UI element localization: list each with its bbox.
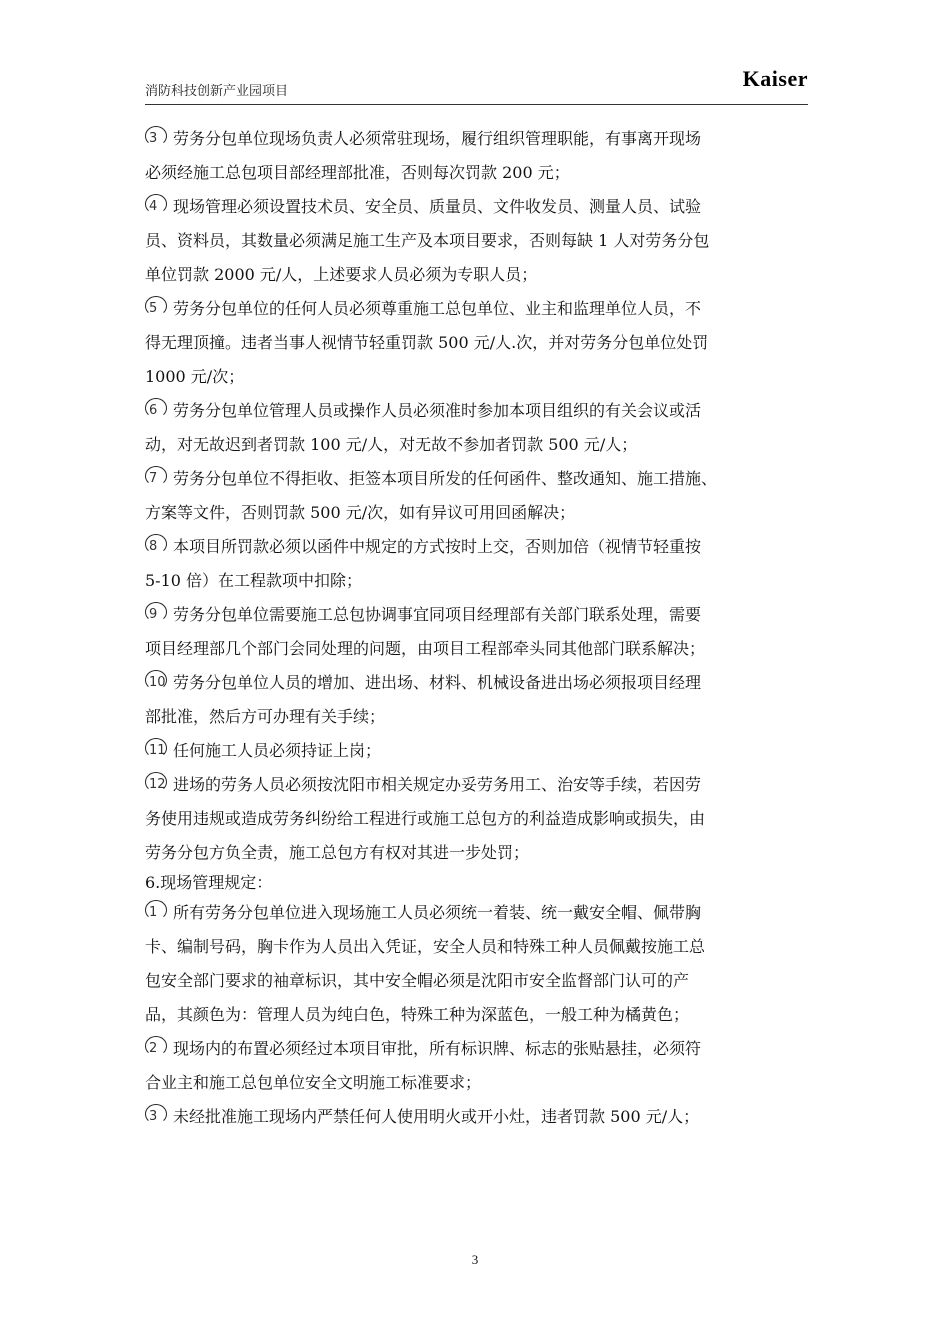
item-text-line: 单位罚款 2000 元/人，上述要求人员必须为专职人员； [145,265,538,284]
list-item [145,394,810,462]
item-text-line: 方案等文件，否则罚款 500 元/次，如有异议可用回函解决； [145,503,576,522]
list-item [145,896,810,1032]
list-item [145,530,810,598]
item-text-line: 劳务分包方负全责，施工总包方有权对其进一步处罚； [145,843,530,862]
item-text-line: 所有劳务分包单位进入现场施工人员必须统一着装、统一戴安全帽、佩带胸 [173,903,702,922]
circled-number-icon [145,602,169,624]
list-item [145,122,810,190]
item-number: 12 [149,777,166,792]
item-number: 3 [149,1109,158,1124]
list-item [145,598,810,666]
list-item [145,734,810,768]
item-text-line: 合业主和施工总包单位安全文明施工标准要求； [145,1073,482,1092]
list-item [145,666,810,734]
circled-number-icon [145,194,169,216]
page-number: 3 [471,1252,479,1267]
item-text-line: 得无理顶撞。违者当事人视情节轻重罚款 500 元/人.次，并对劳务分包单位处罚 [145,333,709,352]
item-text-line: 卡、编制号码，胸卡作为人员出入凭证，安全人员和特殊工种人员佩戴按施工总 [145,937,706,956]
item-number: 2 [149,1041,158,1056]
item-number: 9 [149,607,158,622]
item-number: 6 [149,403,158,418]
item-number: 7 [149,471,158,486]
item-number: 10 [149,675,166,690]
item-text-line: 劳务分包单位管理人员或操作人员必须准时参加本项目组织的有关会议或活 [173,401,702,420]
list-item [145,462,810,530]
item-text-line: 劳务分包单位的任何人员必须尊重施工总包单位、业主和监理单位人员，不 [173,299,702,318]
item-number: 8 [149,539,158,554]
header-project-title: 消防科技创新产业园项目 [145,84,289,99]
item-text-line: 员、资料员，其数量必须满足施工生产及本项目要求，否则每缺 1 人对劳务分包 [145,231,710,250]
item-text-line: 任何施工人员必须持证上岗； [173,741,382,760]
circled-number-icon [145,398,169,420]
list-item [145,1100,810,1134]
item-text-line: 包安全部门要求的袖章标识，其中安全帽必须是沈阳市安全监督部门认可的产 [145,971,690,990]
circled-number-icon [145,772,169,794]
list-item [145,292,810,394]
section-title: 6.现场管理规定： [145,873,273,892]
item-number: 5 [149,301,158,316]
circled-number-icon [145,738,169,760]
circled-number-icon [145,670,169,692]
header-divider [145,104,808,105]
circled-number-icon [145,126,169,148]
item-text-line: 本项目所罚款必须以函件中规定的方式按时上交，否则加倍（视情节轻重按 [173,537,702,556]
regulation-list [145,122,810,870]
circled-number-icon [145,466,169,488]
item-number: 1 [149,905,158,920]
item-text-line: 现场管理必须设置技术员、安全员、质量员、文件收发员、测量人员、试验 [173,197,702,216]
item-text-line: 未经批准施工现场内严禁任何人使用明火或开小灶，违者罚款 500 元/人； [173,1107,700,1126]
item-text-line: 劳务分包单位现场负责人必须常驻现场，履行组织管理职能，有事离开现场 [173,129,702,148]
list-item [145,1032,810,1100]
item-text-line: 5-10 倍）在工程款项中扣除； [145,571,363,590]
circled-number-icon [145,1036,169,1058]
circled-number-icon [145,900,169,922]
header-brand-logo: Kaiser [742,66,808,91]
item-number: 4 [149,199,158,214]
item-number: 3 [149,131,158,146]
item-text-line: 现场内的布置必须经过本项目审批，所有标识牌、标志的张贴悬挂，必须符 [173,1039,702,1058]
item-text-line: 进场的劳务人员必须按沈阳市相关规定办妥劳务用工、治安等手续，若因劳 [173,775,702,794]
item-text-line: 务使用违规或造成劳务纠纷给工程进行或施工总包方的利益造成影响或损失，由 [145,809,706,828]
list-item [145,190,810,292]
item-text-line: 部批准，然后方可办理有关手续； [145,707,386,726]
item-text-line: 劳务分包单位不得拒收、拒签本项目所发的任何函件、整改通知、施工措施、 [173,469,718,488]
item-text-line: 必须经施工总包项目部经理部批准，否则每次罚款 200 元； [145,163,570,182]
item-text-line: 动，对无故迟到者罚款 100 元/人，对无故不参加者罚款 500 元/人； [145,435,638,454]
list-item [145,768,810,870]
item-text-line: 劳务分包单位人员的增加、进出场、材料、机械设备进出场必须报项目经理 [173,673,702,692]
document-body [145,122,810,1134]
item-text-line: 1000 元/次； [145,367,245,386]
site-management-list [145,896,810,1134]
item-text-line: 品，其颜色为：管理人员为纯白色，特殊工种为深蓝色，一般工种为橘黄色； [145,1005,690,1024]
item-number: 11 [149,743,166,758]
circled-number-icon [145,534,169,556]
circled-number-icon [145,296,169,318]
circled-number-icon [145,1104,169,1126]
item-text-line: 项目经理部几个部门会同处理的问题，由项目工程部牵头同其他部门联系解决； [145,639,706,658]
item-text-line: 劳务分包单位需要施工总包协调事宜同项目经理部有关部门联系处理，需要 [173,605,702,624]
